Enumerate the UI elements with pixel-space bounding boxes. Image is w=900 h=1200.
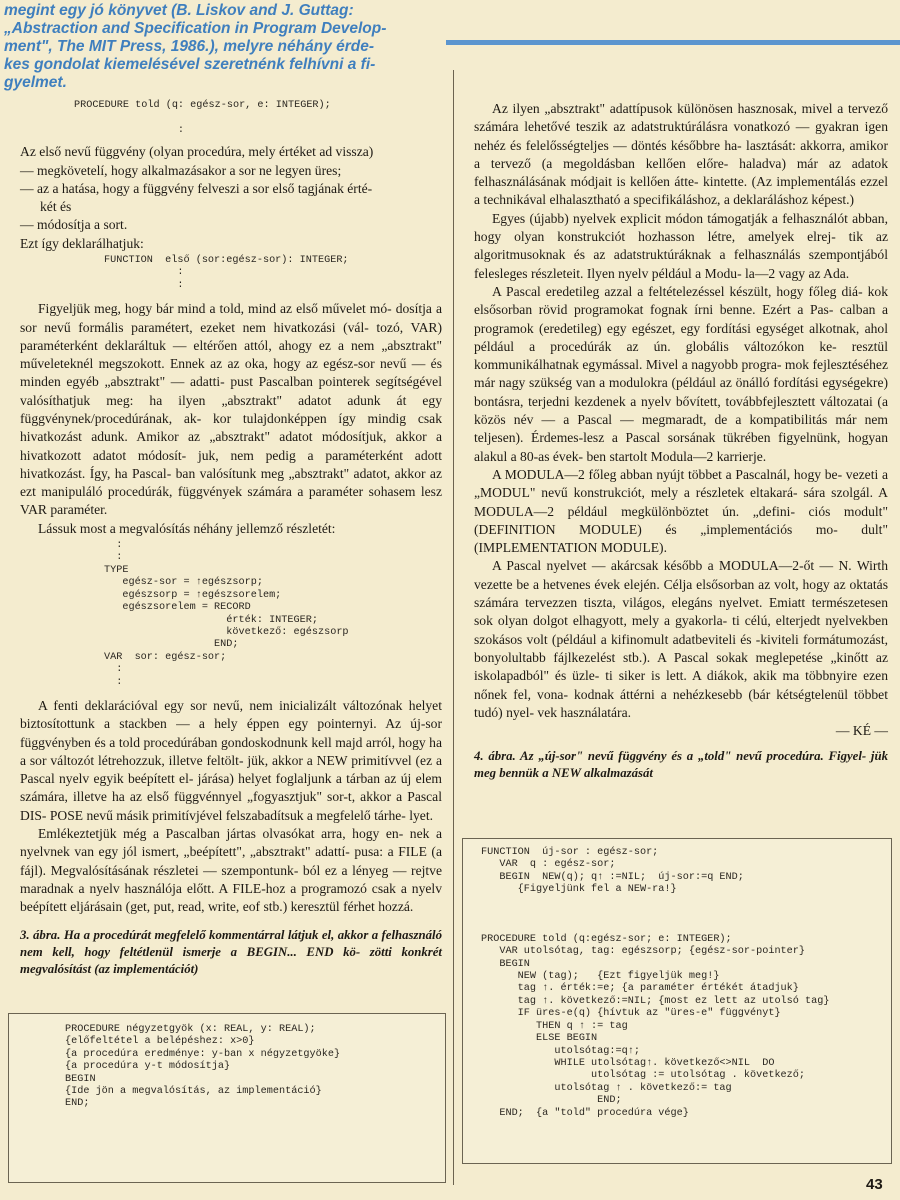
figure-4-code-box (462, 838, 892, 1164)
paragraph: Figyeljük meg, hogy bár mind a told, mind az első művelet mó- dosítja a sor nevű formális paramétert, ezeket nem hivatkozási (vál- tozó, VAR) paraméterként deklaráltuk — eltérően attól, ahogy ez a nem „absztrakt" műveleteknél megszokott. Ennek az az oka, hogy az egész-sor nevű — és minden egyéb „absztrakt" — adatti- pust Pascalban pointerek segítségével valósíthatjuk meg: ha ilyen „absztrakt" adatot adunk át egy függvénynek/procedúrának, ak- kor tulajdonképpen így mindig csak hivatkozást adunk. Amikor az „absztrakt" adatot módosítjuk, akkor a hivatkozott adatot módosít- juk, nem pedig a paraméterként adott hivatkozást. Így, ha Pascal- ban valósítunk meg „absztrakt" adatot, akkor az ezt manipuláló procedúrák, függvények számára a paraméter sohasem lesz VAR paraméter. (20, 301, 442, 518)
figure-4-caption: 4. ábra. Az „új-sor" nevű függvény és a „told" nevű procedúra. Figyel- jük meg bennük a NEW alkalmazását (474, 749, 888, 781)
banner-line: megint egy jó könyvet (B. Liskov and J. Guttag: (4, 2, 354, 19)
code-type-decl: : : TYPE egész-sor = ↑egészsorp; egészsorp = ↑egészsorelem; egészsorelem = RECORD érték: INTEGER; következő: egészsorp END; VAR sor: egész-sor; : : (104, 540, 349, 688)
code-told-header: PROCEDURE told (q: egész-sor, e: INTEGER); : (74, 100, 331, 136)
paragraph: Emlékeztetjük még a Pascalban jártas olvasókat arra, hogy en- nek a nyelvnek van egy jól ismert, „beépített", „absztrakt" adattí- pusa: a FILE (a fájl). Megvalósításának részletei — szempontunk- ból ez a lényeg — rejtve maradnak a nyelv használója előtt. A FILE-hoz a programozó csak a nyelv beépített eljárásain (get, put, read, write, eof stb.) keresztül férhet hozzá. (20, 826, 442, 915)
right-column (474, 100, 888, 782)
paragraph: Az első nevű függvény (olyan procedúra, mely értéket ad vissza) (20, 144, 374, 160)
paragraph: Ezt így deklarálhatjuk: (20, 235, 144, 251)
column-divider (453, 70, 454, 1185)
paragraph: A fenti deklarációval egy sor nevű, nem inicializált változónak helyet biztosítottunk a stackben — a hely éppen egy pointernyi. Az új-sor függvényben és a told procedúrában gondoskodnunk kell majd arról, hogy ha a sor változót létrehozzuk, illetve feltölt- jük, akkor a NEW primitívvel (ez a Pascal nyelv egyik beépített el- járása) helyet foglaljunk a tárban az új elem számára, illetve ha az első függvénnyel „fogyasztjuk" sor-t, akkor a Pascal DIS- POSE nevű másik primitívjével felszabadítsuk a megfelelő tárhe- lyet. (20, 697, 442, 823)
banner-line: ment", The MIT Press, 1986.), melyre néhány érde- (4, 38, 375, 55)
paragraph: Egyes (újabb) nyelvek explicit módon támogatják a felhasználót abban, hogy olyan konstrukciót hozhasson létre, amelyek elrej- tik az algoritmusoknak és az adatstruktúráknak a felhasználás szempontjából felesleges részleteit. Ilyen nyelv például a Modu- la—2 vagy az Ada. (474, 210, 888, 281)
paragraph: Az ilyen „absztrakt" adattípusok különösen hasznosak, mivel a tervező számára lehetővé teszik az adatstruktúrálásra vonatkozó — gyakran igen nehéz és felelősségteljes — döntés későbbre ha- lasztását: akkorra, amikor a tervező (a megoldásban kellően előre- haladva) már az adatok felhasználásának módjait is kellően átte- kintette. (Az implementálás ezzel a technikával elhalasztható a specifikáláshoz, a deklaráláshoz képest.) (474, 101, 888, 208)
list-item: — módosítja a sort. (20, 217, 128, 233)
banner-divider (446, 40, 900, 45)
intro-banner (0, 0, 448, 92)
paragraph: A MODULA—2 főleg abban nyújt többet a Pascalnál, hogy be- vezeti a „MODUL" nevű konstrukciót, mely a részletek eltakará- sára szolgál. A MODULA—2 például megkülönböztet ún. „defini- ciós modult" (DEFINITION MODULE) és „implementációs mo- dult" (IMPLEMENTATION MODULE). (474, 466, 888, 556)
banner-line: kes gondolat kiemelésével szeretnénk felhívni a fi- (4, 56, 376, 73)
figure-4-code: FUNCTION új-sor : egész-sor; VAR q : egész-sor; BEGIN NEW(q); q↑ :=NIL; új-sor:=q END; {Figyeljünk fel a NEW-ra!} PROCEDURE told (q:egész-sor; e: INTEGER); VAR utolsótag, tag: egészsorp; {egész-sor-pointer} BEGIN NEW (tag); {Ezt figyeljük meg!} tag ↑. érték:=e; {a paraméter értékét átadjuk} tag ↑. következő:=NIL; {most ez lett az utolsó tag} IF üres-e(q) {hívtuk az "üres-e" függvényt} THEN q ↑ := tag ELSE BEGIN utolsótag:=q↑; WHILE utolsótag↑. következő<>NIL DO utolsótag := utolsótag . következő; utolsótag ↑ . következő:= tag END; END; {a "told" procedúra vége} (481, 847, 830, 1119)
figure-3-code: PROCEDURE négyzetgyök (x: REAL, y: REAL); {előfeltétel a belépéshez: x>0} {a procedúra eredménye: y-ban x négyzetgyöke} {a procedúra y-t módosítja} BEGIN {Ide jön a megvalósítás, az implementáció} END; (65, 1024, 341, 1110)
page-number: 43 (866, 1176, 883, 1193)
left-column (20, 100, 442, 978)
author-signature: — KÉ — (835, 723, 888, 739)
banner-line: „Abstraction and Specification in Program Develop- (4, 20, 387, 37)
paragraph: A Pascal eredetileg azzal a feltételezéssel készült, hogy főleg diá- kok elsősorban rövid programokat fognak írni benne. Ezért a Pas- calban a programok (eredetileg) egy egészet, egy fordítási egységet alkotnak, ahol például a procedúrák az ún. globális változókon ke- resztül kommunikálhatnak egymással. Mivel a nagyobb progra- mok fejlesztéséhez már nagy szükség van a modulokra (például az önálló fordítási egységekre) bontásra, terjedni kezdenek a nyelv bővített, továbbfejlesztett változatai (a közös név — a Pascal — megmaradt, de a kompatibilitás már nem teljesen). Érdemes-lesz a Pascal sorsának tükrében figyelnünk, hogyan alakul a 80-as évek- ben startolt Modula—2 karrierje. (474, 283, 888, 464)
code-first-function: FUNCTION első (sor:egész-sor): INTEGER; : : (104, 255, 349, 291)
list-item-cont: két és (40, 199, 72, 215)
paragraph: A Pascal nyelvet — akárcsak később a MODULA—2-őt — N. Wirth vezette be a hetvenes évek elején. Célja elsősorban az volt, hogy az oktatás számára tervezzen tiszta, világos, elegáns nyelvet. Emiatt természetesen sok olyan dolgot elhagyott, mely a gyakorla- ti célú, elterjedt nyelvekben szokásos volt (például a kifinomult adatbeviteli és -kiviteli formátumozást, bonyolultabb fájlkezelést stb.). A Pascal sokak meglepetése „kinőtt az iskolapadból" és üzle- ti siker is lett. A diákok, akik ma többnyire ezen nőnek fel, vona- kodnak áttérni a nehézkesebb (bár kétségtelenül többet tudó) nyel- vek használatára. (474, 558, 888, 720)
paragraph: Lássuk most a megvalósítás néhány jellemző részletét: (38, 520, 336, 536)
list-item: — az a hatása, hogy a függvény felveszi a sor első tagjának érté- (20, 180, 373, 196)
banner-line: gyelmet. (4, 74, 67, 91)
list-item: — megkövetelí, hogy alkalmazásakor a sor ne legyen üres; (20, 162, 342, 178)
figure-3-caption: 3. ábra. Ha a procedúrát megfelelő kommentárral látjuk el, akkor a felhasználó nem kell, hogy feltétlenül ismerje a BEGIN... END kö- zötti konkrét megvalósítást (az implementációt) (20, 927, 442, 976)
figure-3-code-box (8, 1013, 446, 1183)
